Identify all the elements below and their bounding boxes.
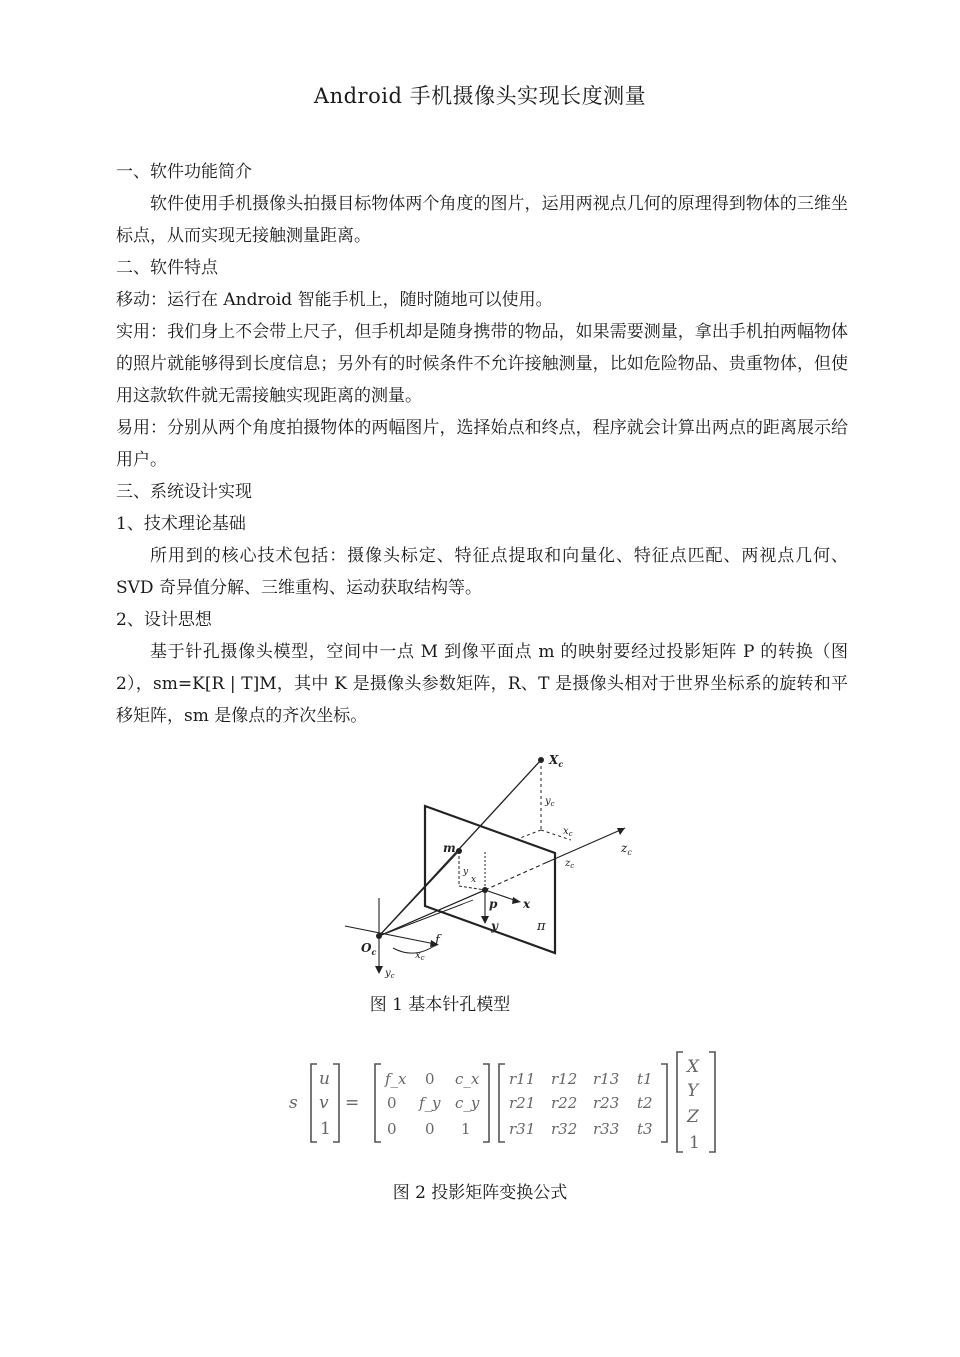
k-2-2: 1 <box>461 1120 471 1138</box>
label-yc-bottom: $y_c$ <box>385 968 395 980</box>
subsection-2-paragraph: 基于针孔摄像头模型，空间中一点 M 到像平面点 m 的映射要经过投影矩阵 P 的转换（图 2），sm=K[R | T]M，其中 K 是摄像头参数矩阵，R、T 是摄像头相对于世界坐标系的旋转和平移矩阵，sm 是像点的齐次坐标。 <box>116 642 848 726</box>
rt-2-0: r31 <box>509 1120 536 1138</box>
section-3-heading: 三、系统设计实现 <box>116 482 252 502</box>
section-2-heading: 二、软件特点 <box>116 258 218 278</box>
subsection-1-heading: 1、技术理论基础 <box>116 514 246 534</box>
label-pi: π <box>537 919 546 934</box>
label-f: f <box>435 933 440 948</box>
feature-mobile: 移动：运行在 Android 智能手机上，随时随地可以使用。 <box>116 290 553 310</box>
k-0-2: c_x <box>455 1070 480 1088</box>
k-1-0: 0 <box>387 1094 397 1112</box>
label-xc-bottom: $x_c$ <box>415 950 425 962</box>
rt-2-1: r32 <box>551 1120 578 1138</box>
k-2-0: 0 <box>387 1120 397 1138</box>
projection-formula <box>285 1048 725 1158</box>
label-y: y <box>491 919 498 933</box>
rt-2-3: t3 <box>637 1120 653 1138</box>
rt-2-2: r33 <box>593 1120 620 1138</box>
label-Xc: $X_c$ <box>549 753 564 769</box>
rt-0-1: r12 <box>551 1070 578 1088</box>
label-Oc: $O_c$ <box>361 941 377 957</box>
k-2-1: 0 <box>425 1120 435 1138</box>
figure-1-caption: 图 1 基本针孔模型 <box>369 995 511 1015</box>
rt-0-3: t1 <box>637 1070 653 1088</box>
document-body <box>116 156 848 732</box>
vec-u: u <box>319 1069 330 1089</box>
subsection-2-heading: 2、设计思想 <box>116 610 212 630</box>
equals-sign: = <box>345 1093 360 1113</box>
figure-2-caption: 图 2 投影矩阵变换公式 <box>392 1183 568 1203</box>
vec-v: v <box>319 1093 329 1113</box>
vec-1b: 1 <box>689 1133 700 1153</box>
vec-X: X <box>687 1057 700 1077</box>
document-title: Android 手机摄像头实现长度测量 <box>313 84 647 108</box>
k-0-0: f_x <box>385 1070 407 1088</box>
vec-1: 1 <box>320 1119 331 1139</box>
section-1-heading: 一、软件功能简介 <box>116 162 252 182</box>
k-1-2: c_y <box>455 1094 480 1112</box>
vec-Z: Z <box>687 1107 699 1127</box>
label-zc: $z_c$ <box>565 858 575 870</box>
k-1-1: f_y <box>419 1094 441 1112</box>
rt-1-0: r21 <box>509 1094 536 1112</box>
label-zc-axis: $z_c$ <box>621 841 632 857</box>
rt-0-2: r13 <box>593 1070 620 1088</box>
label-p: p <box>489 897 498 911</box>
rt-1-2: r23 <box>593 1094 620 1112</box>
label-x: x <box>523 897 531 911</box>
section-1-paragraph: 软件使用手机摄像头拍摄目标物体两个角度的图片，运用两视点几何的原理得到物体的三维坐标点，从而实现无接触测量距离。 <box>116 194 848 246</box>
label-m: m <box>443 841 456 855</box>
label-x-small: x <box>471 875 477 885</box>
pinhole-model-figure <box>335 748 645 988</box>
vec-Y: Y <box>687 1081 699 1101</box>
rt-1-3: t2 <box>637 1094 653 1112</box>
rt-0-0: r11 <box>509 1070 536 1088</box>
label-yc: $y_c$ <box>545 796 555 808</box>
k-0-1: 0 <box>425 1070 435 1088</box>
subsection-1-paragraph: 所用到的核心技术包括：摄像头标定、特征点提取和向量化、特征点匹配、两视点几何、SVD 奇异值分解、三维重构、运动获取结构等。 <box>116 546 848 598</box>
scalar-s: s <box>289 1093 298 1113</box>
image-plane <box>425 806 555 953</box>
label-y-small: y <box>463 867 469 877</box>
feature-easy: 易用：分别从两个角度拍摄物体的两幅图片，选择始点和终点，程序就会计算出两点的距离展示给用户。 <box>116 418 848 470</box>
label-xc: $x_c$ <box>563 826 573 838</box>
feature-practical: 实用：我们身上不会带上尺子，但手机却是随身携带的物品，如果需要测量，拿出手机拍两幅物体的照片就能够得到长度信息；另外有的时候条件不允许接触测量，比如危险物品、贵重物体，但使用这款软件就无需接触实现距离的测量。 <box>116 322 848 406</box>
rt-1-1: r22 <box>551 1094 578 1112</box>
